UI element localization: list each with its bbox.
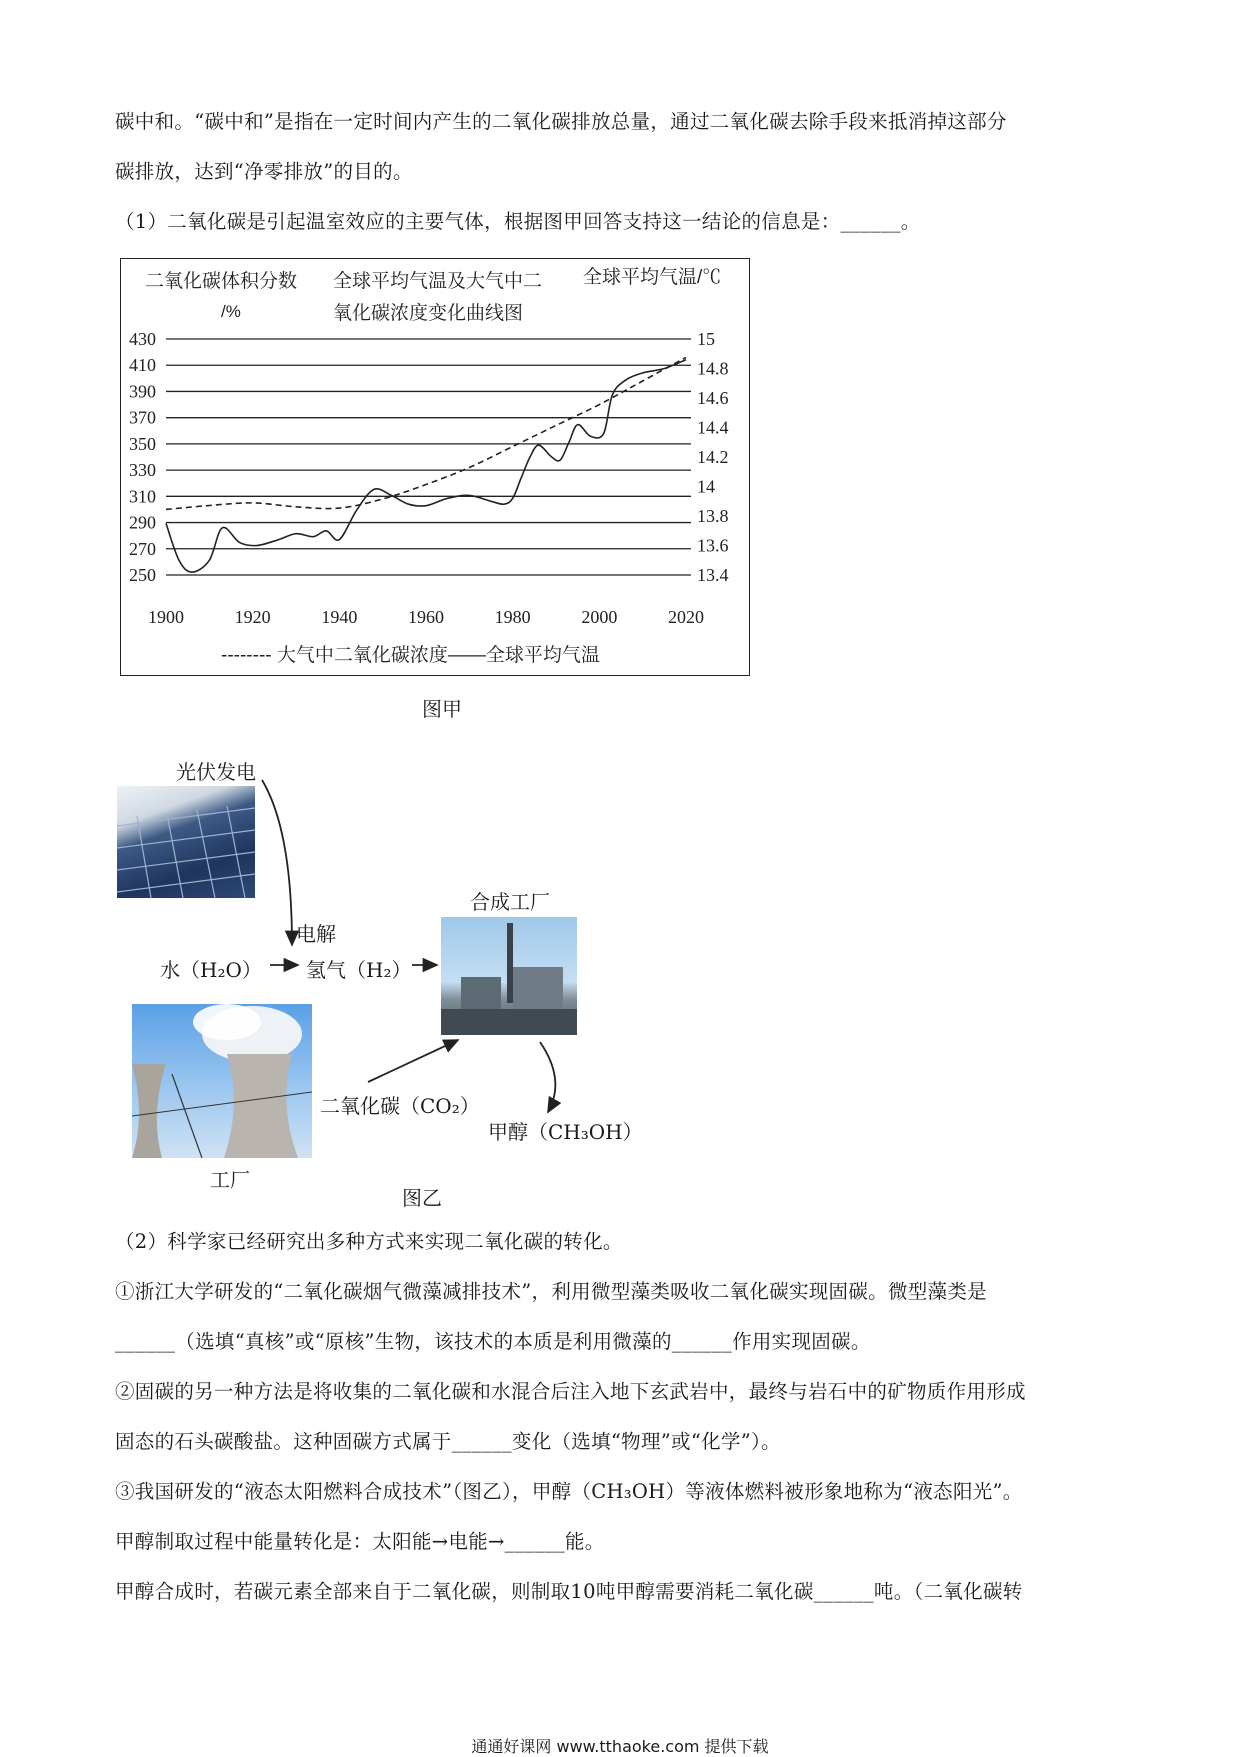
y-left-tick-label: 370 bbox=[129, 407, 156, 428]
y-left-tick-label: 430 bbox=[129, 329, 156, 349]
figure-a-caption: 图甲 bbox=[422, 697, 462, 721]
chart-title-line2: 氧化碳浓度变化曲线图 bbox=[333, 303, 524, 324]
question-2: （2）科学家已经研究出多种方式来实现二氧化碳的转化。 bbox=[115, 1230, 623, 1253]
x-tick-label: 2020 bbox=[668, 607, 704, 627]
y-right-tick-label: 14.6 bbox=[697, 388, 729, 408]
pv-label: 光伏发电 bbox=[176, 760, 256, 784]
y-left-tick-label: 310 bbox=[129, 486, 156, 507]
paragraph-line: ______（选填“真核”或“原核”生物，该技术的本质是利用微藻的______作用实现固碳。 bbox=[115, 1330, 871, 1353]
question-1: （1）二氧化碳是引起温室效应的主要气体，根据图甲回答支持这一结论的信息是：______。 bbox=[115, 210, 921, 233]
synthesis-factory-label: 合成工厂 bbox=[470, 890, 550, 914]
x-tick-label: 1900 bbox=[148, 607, 184, 627]
x-tick-label: 1960 bbox=[408, 607, 444, 627]
co2-to-factory-arrow bbox=[368, 1040, 458, 1082]
flow-arrows bbox=[0, 0, 700, 1200]
left-axis-label: 二氧化碳体积分数 bbox=[145, 271, 298, 292]
paragraph-line: ①浙江大学研发的“二氧化碳烟气微藻减排技术”，利用微型藻类吸收二氧化碳实现固碳。微型藻类是 bbox=[115, 1280, 987, 1303]
paragraph-line: 甲醇合成时，若碳元素全部来自于二氧化碳，则制取10吨甲醇需要消耗二氧化碳______吨。（二氧化碳转 bbox=[115, 1580, 1023, 1603]
factory-to-methanol-arrow bbox=[540, 1042, 555, 1112]
y-right-tick-label: 15 bbox=[697, 329, 715, 349]
electrolysis-label: 电解 bbox=[296, 922, 336, 946]
chart-title-line1: 全球平均气温及大气中二 bbox=[333, 271, 543, 292]
right-axis-label: 全球平均气温/℃ bbox=[583, 267, 722, 288]
y-left-tick-label: 270 bbox=[129, 538, 156, 559]
y-left-tick-label: 290 bbox=[129, 512, 156, 533]
figure-b-caption: 图乙 bbox=[402, 1186, 442, 1210]
y-left-tick-label: 410 bbox=[129, 355, 156, 376]
footer: 通通好课网 www.tthaoke.com 提供下载 bbox=[471, 1737, 769, 1756]
x-tick-label: 1980 bbox=[494, 607, 531, 627]
factory-label: 工厂 bbox=[210, 1168, 250, 1192]
y-right-tick-label: 13.8 bbox=[697, 506, 729, 526]
left-axis-unit: /% bbox=[221, 302, 241, 321]
y-right-tick-label: 13.6 bbox=[697, 535, 729, 556]
y-right-tick-label: 14 bbox=[697, 476, 715, 497]
y-left-tick-label: 390 bbox=[129, 381, 156, 402]
y-right-tick-label: 13.4 bbox=[697, 565, 729, 585]
paragraph-line: ③我国研发的“液态太阳燃料合成技术”（图乙），甲醇（CH₃OH）等液体燃料被形象地称为“液态阳光”。 bbox=[115, 1480, 1023, 1503]
x-tick-label: 1920 bbox=[234, 607, 271, 627]
paragraph-line: ②固碳的另一种方法是将收集的二氧化碳和水混合后注入地下玄武岩中，最终与岩石中的矿物质作用形成 bbox=[115, 1380, 1026, 1403]
y-left-tick-label: 250 bbox=[129, 565, 156, 585]
paragraph-line: 固态的石头碳酸盐。这种固碳方式属于______变化（选填“物理”或“化学”）。 bbox=[115, 1430, 781, 1453]
pv-to-electrolysis-arrow bbox=[262, 780, 292, 945]
y-right-tick-label: 14.2 bbox=[697, 447, 729, 467]
paragraph-line: 甲醇制取过程中能量转化是：太阳能→电能→______能。 bbox=[115, 1530, 605, 1553]
paragraph-line: 碳中和。“碳中和”是指在一定时间内产生的二氧化碳排放总量，通过二氧化碳去除手段来抵消掉这部分 bbox=[115, 110, 1007, 133]
y-right-tick-label: 14.4 bbox=[697, 417, 729, 438]
y-left-tick-label: 350 bbox=[129, 433, 156, 454]
co2-label: 二氧化碳（CO₂） bbox=[320, 1094, 480, 1118]
hydrogen-label: 氢气（H₂） bbox=[306, 958, 412, 982]
x-tick-label: 1940 bbox=[321, 607, 358, 627]
y-left-tick-label: 330 bbox=[129, 460, 156, 481]
paragraph-line: 碳排放，达到“净零排放”的目的。 bbox=[115, 160, 413, 183]
methanol-label: 甲醇（CH₃OH） bbox=[488, 1120, 643, 1144]
x-tick-label: 2000 bbox=[581, 607, 618, 627]
water-label: 水（H₂O） bbox=[160, 958, 262, 982]
y-right-tick-label: 14.8 bbox=[697, 358, 729, 379]
chart-legend: -------- 大气中二氧化碳浓度——全球平均气温 bbox=[221, 645, 600, 666]
